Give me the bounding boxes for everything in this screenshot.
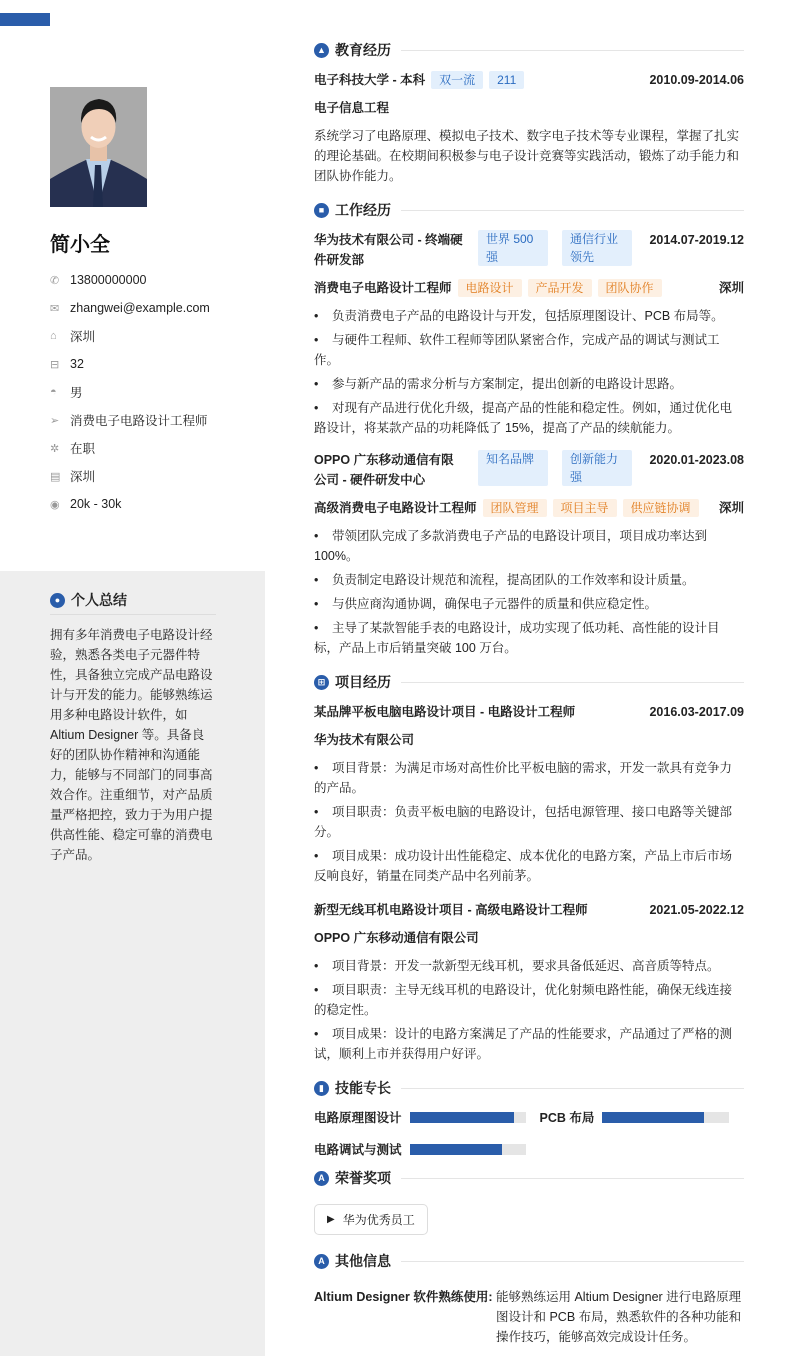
info-row (50, 406, 210, 434)
info-value: 20k - 30k (70, 497, 122, 511)
list-item: • 与硬件工程师、软件工程师等团队紧密合作，完成产品的调试与测试工作。 (314, 330, 744, 370)
user-icon: ● (50, 593, 65, 608)
info-value: 消费电子电路设计工程师 (70, 414, 208, 428)
info-row (50, 322, 210, 350)
tag: 知名品牌 (478, 450, 548, 486)
skill-name: PCB 布局 (539, 1111, 595, 1125)
list-item: • 负责制定电路设计规范和流程，提高团队的工作效率和设计质量。 (314, 570, 744, 590)
awards-heading: A 荣誉奖项 (314, 1168, 744, 1188)
skill-bar (410, 1144, 526, 1155)
grid-icon: ⊞ (314, 675, 329, 690)
tag: 创新能力强 (562, 450, 632, 486)
info-value: zhangwei@example.com (70, 301, 210, 315)
project-name: 新型无线耳机电路设计项目 - 高级电路设计工程师 (314, 903, 588, 917)
skill-item (540, 1108, 730, 1126)
chart-icon: ▮ (314, 1081, 329, 1096)
graduation-cap-icon: ▲ (314, 43, 329, 58)
mail-icon: ✉ (50, 302, 60, 315)
info-row (50, 350, 210, 378)
project-header (314, 900, 744, 920)
tag: 世界 500 强 (478, 230, 548, 266)
major: 电子信息工程 (314, 101, 390, 115)
summary-heading: ● 个人总结 (50, 590, 216, 615)
project-header (314, 702, 744, 722)
company-name: OPPO 广东移动通信有限公司 - 硬件研发中心 (314, 453, 454, 487)
avatar (50, 87, 147, 207)
phone-icon: ✆ (50, 274, 60, 287)
skill-tag: 团队协作 (598, 279, 662, 297)
building-icon: ▤ (50, 470, 61, 483)
skill-tag: 电路设计 (458, 279, 522, 297)
gender-icon: ◓ (50, 386, 57, 398)
project-company: OPPO 广东移动通信有限公司 (314, 931, 479, 945)
tag: 双一流 (431, 71, 483, 89)
other-info: Altium Designer 软件熟练使用: 能够熟练运用 Altium Designer 进行电路原理图设计和 PCB 布局，熟悉软件的各种功能和操作技巧，能够高效完成设计任务。 (314, 1290, 742, 1344)
project-list (314, 758, 744, 886)
company-tags (464, 450, 649, 486)
city: 深圳 (718, 501, 744, 515)
role-block (314, 278, 662, 298)
info-value: 男 (70, 386, 83, 400)
skill-bar-fill (410, 1112, 514, 1123)
list-item: • 项目背景：开发一款新型无线耳机，要求具备低延迟、高音质等特点。 (314, 956, 744, 976)
briefcase-icon: ■ (314, 203, 329, 218)
skill-bar-fill (410, 1144, 503, 1155)
salary-icon: ◉ (50, 498, 60, 511)
company-tags (464, 230, 649, 266)
project-company: 华为技术有限公司 (314, 733, 415, 747)
projects-heading: ⊞ 项目经历 (314, 672, 744, 692)
list-item: • 参与新产品的需求分析与方案制定，提出创新的电路设计思路。 (314, 374, 744, 394)
info-value: 深圳 (70, 470, 96, 484)
info-row (50, 378, 210, 406)
list-item: • 项目背景：为满足市场对高性价比平板电脑的需求，开发一款具有竞争力的产品。 (314, 758, 744, 798)
tag: 通信行业领先 (562, 230, 632, 266)
date: 2020.01-2023.08 (649, 453, 744, 467)
list-item: • 项目职责：主导无线耳机的电路设计，优化射频电路性能，确保无线连接的稳定性。 (314, 980, 744, 1020)
role: 消费电子电路设计工程师 (314, 281, 452, 295)
skill-tag: 供应链协调 (623, 499, 699, 517)
duty-list (314, 526, 744, 658)
list-item: • 带领团队完成了多款消费电子产品的电路设计项目，项目成功率达到 100%。 (314, 526, 744, 566)
project-name: 某品牌平板电脑电路设计项目 - 电路设计工程师 (314, 705, 576, 719)
education-desc: 系统学习了电路原理、模拟电子技术、数字电子技术等专业课程，掌握了扎实的理论基础。在校期间积极参与电子设计竞赛等实践活动，锻炼了动手能力和团队协作能力。 (314, 129, 740, 183)
education-heading: ▲ 教育经历 (314, 40, 744, 60)
company-name: 华为技术有限公司 - 终端硬件研发部 (314, 233, 463, 267)
info-row (50, 490, 210, 518)
role-block (314, 498, 699, 518)
sidebar (0, 0, 265, 1356)
role-row (314, 498, 744, 518)
list-item: • 负责消费电子产品的电路设计与开发，包括原理图设计、PCB 布局等。 (314, 306, 744, 326)
info-row (50, 462, 210, 490)
role-row (314, 278, 744, 298)
date: 2016.03-2017.09 (649, 705, 744, 719)
role: 高级消费电子电路设计工程师 (314, 501, 477, 515)
project-list (314, 956, 744, 1064)
education-row: 电子科技大学 - 本科 双一流 211 2010.09-2014.06 (314, 70, 744, 90)
summary-text: 拥有多年消费电子电路设计经验，熟悉各类电子元器件特性，具备独立完成产品电路设计与开发的能力。能够熟练运用多种电路设计软件，如 Altium Designer 等。具备良好的团队协作精神和沟通能力，能够与不同部门的同事高效合作。注重细节，对产品质量严格把控，致力于为用户提供高性能、稳定可靠的消费电子产品。 (50, 628, 213, 862)
date: 2010.09-2014.06 (649, 73, 744, 87)
info-row (50, 434, 210, 462)
skill-name: 电路调试与测试 (314, 1143, 402, 1157)
skill-tag: 团队管理 (483, 499, 547, 517)
other-heading: A 其他信息 (314, 1251, 744, 1271)
job-header (314, 230, 744, 270)
project-entry (314, 702, 744, 886)
duty-list (314, 306, 744, 438)
skill-name: 电路原理图设计 (314, 1111, 402, 1125)
skills-heading: ▮ 技能专长 (314, 1078, 744, 1098)
list-item: • 对现有产品进行优化升级，提高产品的性能和稳定性。例如，通过优化电路设计，将某款产品的功耗降低了 15%，提高了产品的续航能力。 (314, 398, 744, 438)
info-value: 在职 (70, 442, 96, 456)
list-item: • 项目成果：设计的电路方案满足了产品的性能要求，产品通过了严格的测试，顺利上市并获得用户好评。 (314, 1024, 744, 1064)
skill-bar (410, 1112, 526, 1123)
skill-item (314, 1140, 730, 1158)
info-value: 深圳 (70, 330, 96, 344)
job-entry (314, 230, 744, 438)
work-heading: ■ 工作经历 (314, 200, 744, 220)
candidate-name: 简小全 (50, 234, 110, 256)
award-icon: A (314, 1171, 329, 1186)
job-header (314, 450, 744, 490)
main-content (314, 40, 744, 1347)
city: 深圳 (718, 281, 744, 295)
list-item: • 项目职责：负责平板电脑的电路设计，包括电源管理、接口电路等关键部分。 (314, 802, 744, 842)
list-item: • 项目成果：成功设计出性能稳定、成本优化的电路方案，产品上市后市场反响良好，销量在同类产品中名列前茅。 (314, 846, 744, 886)
date: 2014.07-2019.12 (649, 233, 744, 247)
info-row (50, 266, 210, 294)
info-value: 32 (70, 357, 84, 371)
contact-info (50, 266, 210, 518)
skill-bar-fill (602, 1112, 704, 1123)
info-value: 13800000000 (70, 273, 147, 287)
award-icon: A (314, 1254, 329, 1269)
job-entry (314, 450, 744, 658)
skill-bar (602, 1112, 729, 1123)
triangle-icon: ▶ (327, 1214, 335, 1225)
list-item: • 与供应商沟通协调，确保电子元器件的质量和供应稳定性。 (314, 594, 744, 614)
tag: 211 (489, 71, 524, 89)
skill-tag: 产品开发 (528, 279, 592, 297)
award-item[interactable]: ▶ 华为优秀员工 (314, 1204, 428, 1235)
status-icon: ✲ (50, 442, 60, 455)
info-row (50, 294, 210, 322)
list-item: • 主导了某款智能手表的电路设计，成功实现了低功耗、高性能的设计目标，产品上市后销量突破 100 万台。 (314, 618, 744, 658)
age-icon: ⊟ (50, 358, 60, 371)
skill-tag: 项目主导 (553, 499, 617, 517)
project-entry (314, 900, 744, 1064)
date: 2021.05-2022.12 (649, 903, 744, 917)
send-icon: ➢ (50, 414, 60, 427)
skill-item (314, 1108, 526, 1126)
home-icon: ⌂ (50, 330, 57, 342)
